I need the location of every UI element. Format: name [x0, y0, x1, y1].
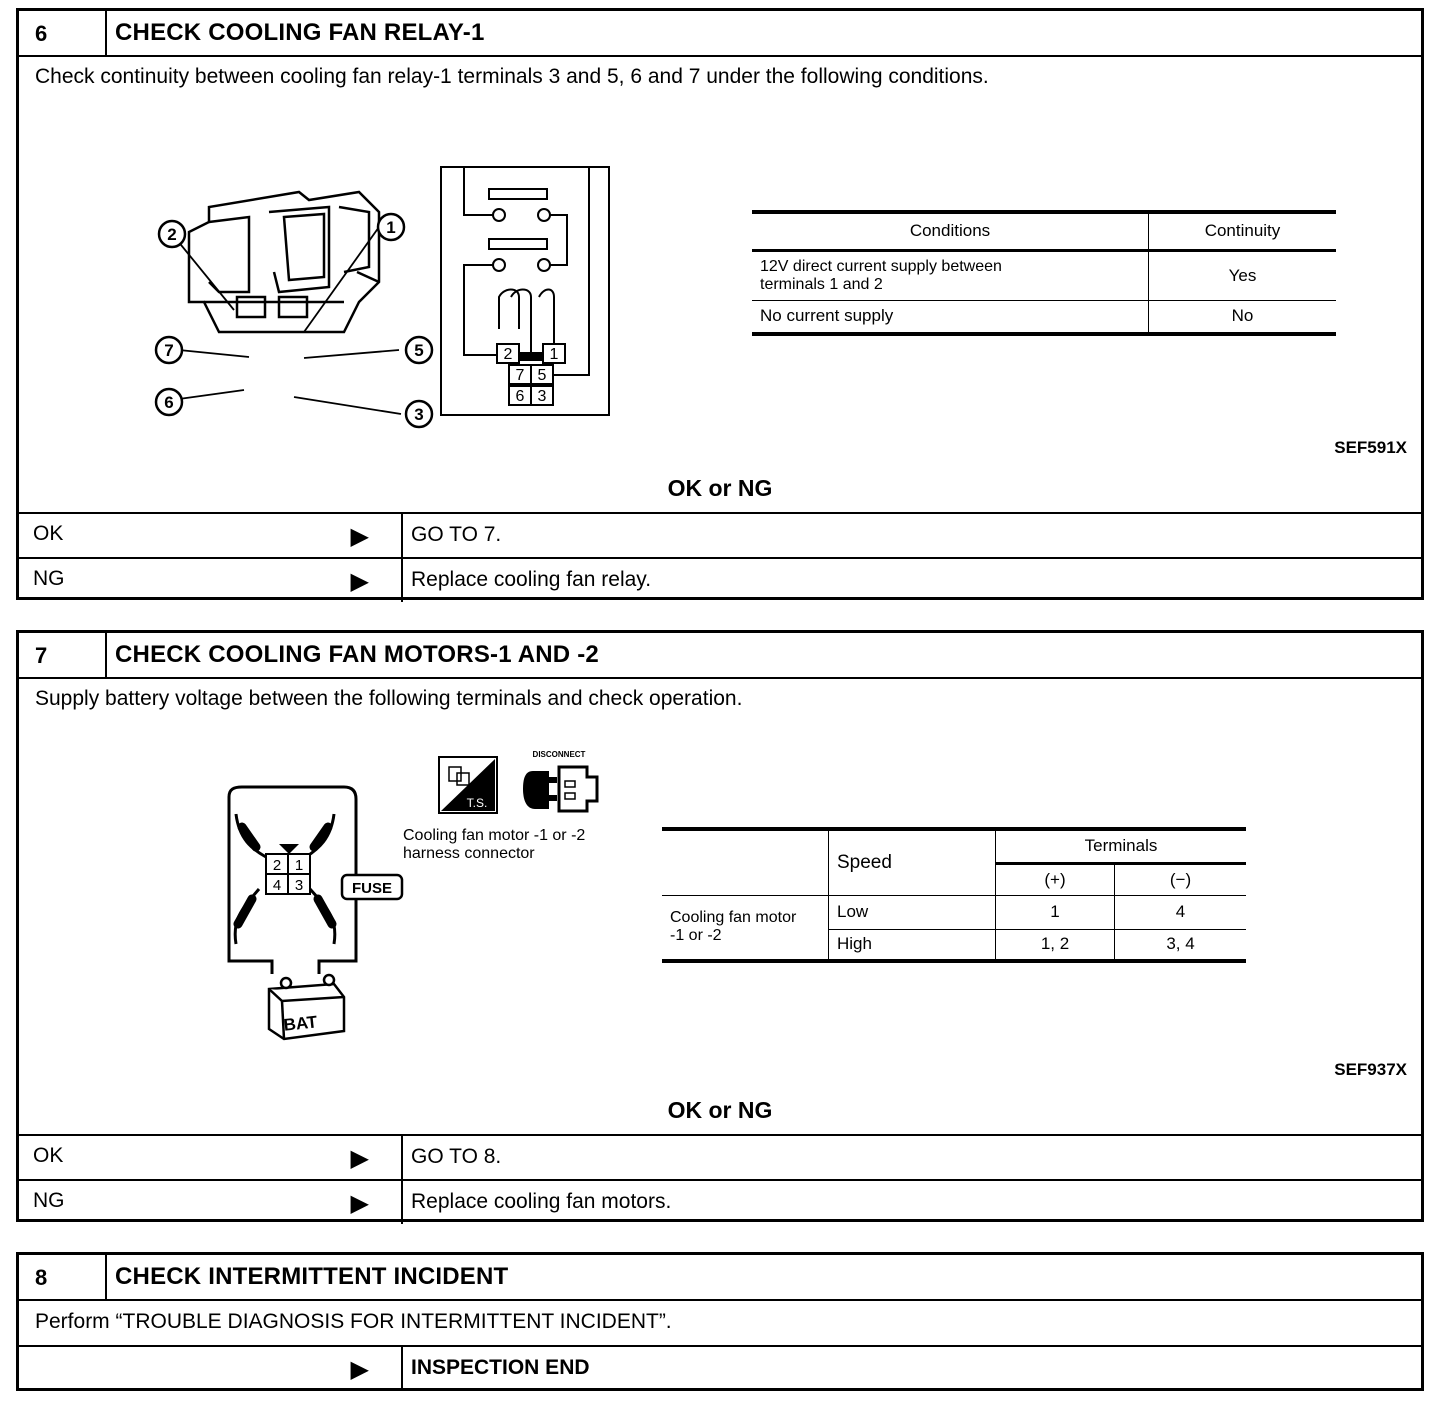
relay-terminal-2: 2 [503, 346, 513, 363]
arrow-right-icon: ▶ [350, 523, 369, 550]
step-instruction: Supply battery voltage between the following terminals and check operation. [35, 687, 743, 710]
relay-connector-diagram [129, 152, 439, 424]
connector-terminal-2: 2 [272, 857, 282, 874]
disconnect-label: DISCONNECT [532, 750, 586, 759]
continuity-value: No [1149, 300, 1337, 334]
figure-code: SEF591X [1334, 438, 1407, 457]
callout-1: 1 [386, 218, 396, 237]
motor-terminal-table [662, 827, 1246, 963]
callout-5: 5 [414, 341, 424, 360]
step-7-header [19, 633, 1421, 679]
step-number: 6 [19, 11, 107, 55]
header-minus: (−) [1115, 863, 1247, 895]
table-header-row [662, 829, 1246, 863]
table-header-row [752, 212, 1336, 250]
result-label: OK [33, 1144, 64, 1167]
step-title: CHECK INTERMITTENT INCIDENT [115, 1263, 509, 1290]
step-instruction: Check continuity between cooling fan relay-1 terminals 3 and 5, 6 and 7 under the following conditions. [35, 65, 989, 88]
result-row-ng [19, 557, 1421, 602]
step-8-header [19, 1255, 1421, 1301]
speed-value: High [829, 929, 996, 961]
condition-text: terminals 1 and 2 [760, 275, 883, 293]
relay-terminal-6: 6 [515, 388, 525, 405]
relay-schematic [439, 147, 629, 412]
fuse-label: FUSE [351, 880, 393, 897]
plus-value: 1, 2 [996, 929, 1115, 961]
step-6-block [16, 8, 1424, 600]
plus-value: 1 [996, 895, 1115, 929]
header-plus: (+) [996, 863, 1115, 895]
minus-value: 4 [1115, 895, 1247, 929]
result-label: NG [33, 567, 65, 590]
result-row-ng [19, 1179, 1421, 1224]
step-instruction: Perform “TROUBLE DIAGNOSIS FOR INTERMITTENT INCIDENT”. [35, 1310, 672, 1333]
inspection-end-label: INSPECTION END [411, 1356, 590, 1379]
header-speed: Speed [829, 829, 996, 895]
battery-label: BAT [282, 1012, 319, 1035]
header-terminals: Terminals [996, 829, 1247, 863]
battery-test-diagram [214, 739, 404, 1054]
arrow-right-icon: ▶ [350, 1356, 369, 1383]
item-text: -1 or -2 [670, 927, 722, 945]
step-title: CHECK COOLING FAN MOTORS-1 AND -2 [115, 641, 599, 668]
connector-terminal-4: 4 [272, 877, 282, 894]
result-row-ok [19, 1136, 1421, 1179]
result-heading: OK or NG [667, 475, 773, 501]
connector-terminal-3: 3 [294, 877, 304, 894]
arrow-right-icon: ▶ [350, 1145, 369, 1172]
continuity-table [752, 210, 1336, 336]
relay-terminal-5: 5 [537, 367, 547, 384]
result-row-ok [19, 514, 1421, 557]
go-to-7-link[interactable]: GO TO 7. [411, 523, 502, 546]
step-number: 7 [19, 633, 107, 677]
speed-value: Low [829, 895, 996, 929]
relay-terminal-1: 1 [549, 346, 559, 363]
continuity-value: Yes [1149, 250, 1337, 300]
arrow-right-icon: ▶ [350, 1190, 369, 1217]
connector-caption [403, 827, 585, 863]
ts-label: T.S. [466, 796, 488, 810]
header-conditions: Conditions [752, 212, 1149, 250]
table-row [752, 300, 1336, 334]
step-7-body [19, 679, 1421, 1136]
table-row [752, 250, 1336, 300]
result-heading: OK or NG [667, 1097, 773, 1123]
step-title: CHECK COOLING FAN RELAY-1 [115, 19, 485, 46]
step-8-body [19, 1301, 1421, 1347]
connector-terminal-1: 1 [294, 857, 304, 874]
result-action: Replace cooling fan relay. [411, 568, 652, 591]
table-row [662, 895, 1246, 929]
result-label: NG [33, 1189, 65, 1212]
step-number: 8 [19, 1255, 107, 1299]
condition-text: No current supply [752, 300, 1149, 334]
test-icons [437, 749, 622, 819]
step-8-block [16, 1252, 1424, 1391]
header-continuity: Continuity [1149, 212, 1337, 250]
arrow-right-icon: ▶ [350, 568, 369, 595]
relay-terminal-7: 7 [515, 367, 525, 384]
step-6-header [19, 11, 1421, 57]
step-7-block [16, 630, 1424, 1222]
result-label: OK [33, 522, 64, 545]
disconnect-icon [523, 767, 597, 811]
result-action: Replace cooling fan motors. [411, 1190, 672, 1213]
callout-7: 7 [164, 341, 174, 360]
callout-6: 6 [164, 393, 174, 412]
caption-line: Cooling fan motor -1 or -2 [403, 827, 586, 844]
callout-2: 2 [167, 225, 177, 244]
figure-code: SEF937X [1334, 1060, 1407, 1079]
go-to-8-link[interactable]: GO TO 8. [411, 1145, 502, 1168]
item-text: Cooling fan motor [670, 909, 797, 927]
callout-3: 3 [414, 405, 424, 424]
caption-line: harness connector [403, 845, 535, 862]
relay-terminal-3: 3 [537, 388, 547, 405]
step-6-body [19, 57, 1421, 514]
condition-text: 12V direct current supply between [760, 257, 1002, 275]
final-row [19, 1347, 1421, 1390]
minus-value: 3, 4 [1115, 929, 1247, 961]
